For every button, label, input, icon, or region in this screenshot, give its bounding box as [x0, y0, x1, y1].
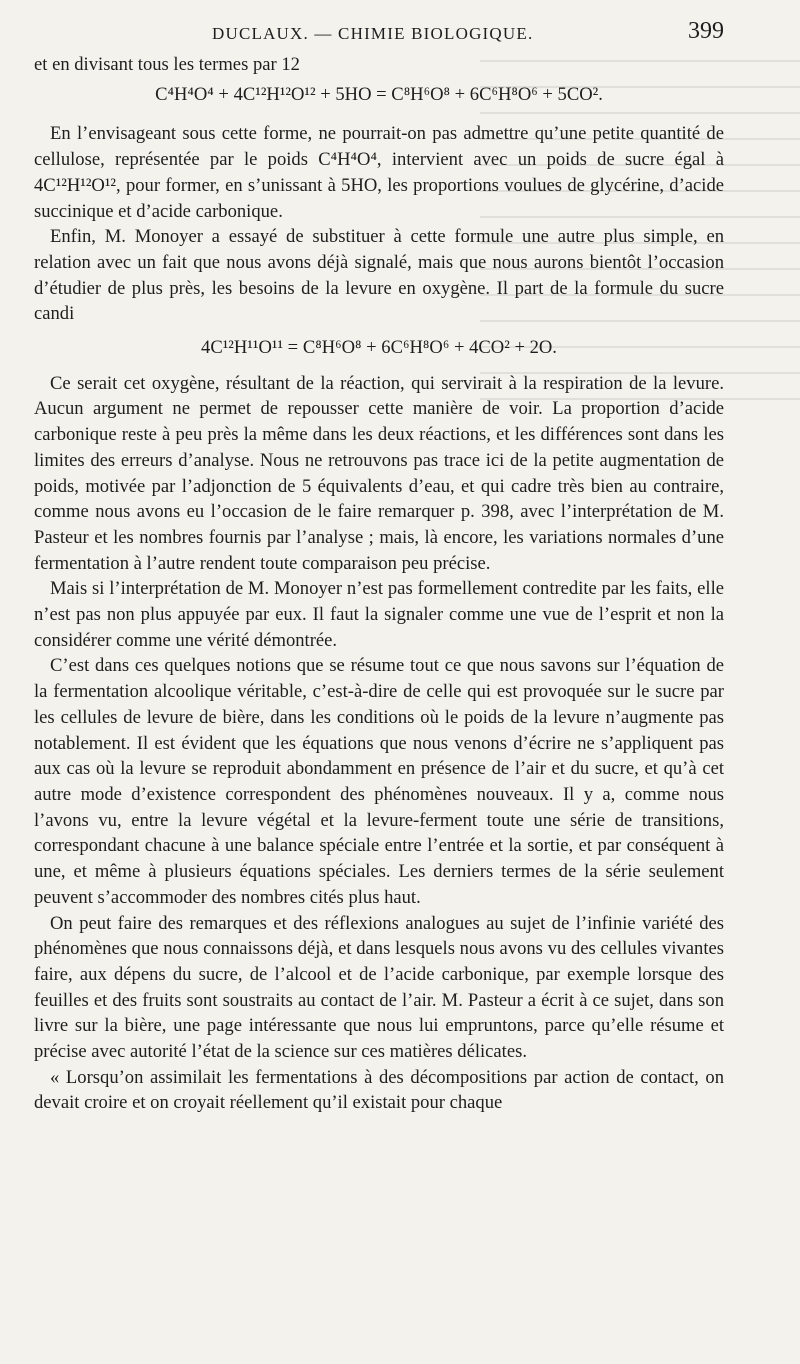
- page-number: 399: [688, 18, 724, 44]
- running-head: DUCLAUX. — CHIMIE BIOLOGIQUE.: [212, 24, 534, 43]
- paragraph-interpretation: Mais si l’interprétation de M. Monoyer n’est pas formellement contredite par les faits, elle n’est pas non plus appuyée par eux. Il faut la signaler comme une vue de l’esprit et non la considérer comme une vérité démontrée.: [34, 578, 724, 651]
- paragraph-remarks: On peut faire des remarques et des réflexions analogues au sujet de l’infinie variété des phénomènes que nous connaissons déjà, et dans lesquels nous avons vu des cellules vivantes faire, aux dépens du sucre, de l’alcool et de l’acide carbonique, par exemple lorsque des feuilles et des fruits sont soustraits au contact de l’air. M. Pasteur a écrit à ce sujet, dans son livre sur la bière, une page intéressante que nous lui empruntons, parce qu’elle résume et précise avec autorité l’état de la science sur ces matières délicates.: [34, 912, 724, 1063]
- paragraph-cellulose: En l’envisageant sous cette forme, ne pourrait-on pas admettre qu’une petite quantité de cellulose, représentée par le poids C⁴H⁴O⁴, intervient avec un poids de sucre égal à 4C¹²H¹²O¹², pour former, en s’unissant à 5HO, les proportions voulues de glycérine, d’acide succinique et d’acide carbonique.: [34, 123, 724, 222]
- paragraph-quotation: « Lorsqu’on assimilait les fermentations à des décompositions par action de contact, on devait croire et on croyait réellement qu’il existait pour chaque: [34, 1066, 724, 1114]
- paragraph-oxygen: Ce serait cet oxygène, résultant de la réaction, qui servirait à la respiration de la levure. Aucun argument ne permet de repousser cette manière de voir. La proportion d’acide carbonique reste à peu près la même dans les deux réactions, et les différences sont dans les limites des erreurs d’analyse. Nous ne retrouvons pas trace ici de la petite augmentation de poids, motivée par l’adjonction de 5 équivalents d’eau, et qui cadre très bien au contraire, comme nous avons eu l’occasion de le faire remarquer p. 398, avec l’interprétation de M. Pasteur et les nombres fournis par l’analyse ; mais, là encore, les variations normales d’une fermentation à l’autre rendent toute comparaison peu précise.: [34, 372, 724, 574]
- paragraph-summary: C’est dans ces quelques notions que se résume tout ce que nous savons sur l’équation de la fermentation alcoolique véritable, c’est-à-dire de celle qui est provoquée sur le sucre par les cellules de levure de bière, dans les conditions où le poids de la levure n’augmente pas notablement. Il est évident que les équations que nous venons d’écrire ne s’appliquent pas aux cas où la levure se reproduit abondamment en présence de l’air et du sucre, et qu’à cet autre mode d’existence correspondent des phénomènes nouveaux. Il y a, comme nous l’avons vu, entre la levure végétal et la levure-ferment toute une série de transitions, correspondant chacune à une balance spéciale entre l’entrée et la sortie, et par conséquent à une, et même à plusieurs équations spéciales. Les derniers termes de la série seulement peuvent s’accommoder des nombres cités plus haut.: [34, 655, 724, 908]
- page-header: [34, 18, 724, 52]
- book-page: [34, 18, 724, 1116]
- paragraph-intro: et en divisant tous les termes par 12: [34, 54, 300, 75]
- chemical-equation-1: C⁴H⁴O⁴ + 4C¹²H¹²O¹² + 5HO = C⁸H⁶O⁸ + 6C⁶H⁸O⁶ + 5CO².: [155, 83, 603, 105]
- chemical-equation-2: 4C¹²H¹¹O¹¹ = C⁸H⁶O⁸ + 6C⁶H⁸O⁶ + 4CO² + 2O.: [201, 337, 557, 359]
- paragraph-monoyer: Enfin, M. Monoyer a essayé de substituer à cette formule une autre plus simple, en relation avec un fait que nous avons déjà signalé, mais que nous aurons bientôt l’occasion d’étudier de plus près, les besoins de la levure en oxygène. Il part de la formule du sucre candi: [34, 226, 724, 325]
